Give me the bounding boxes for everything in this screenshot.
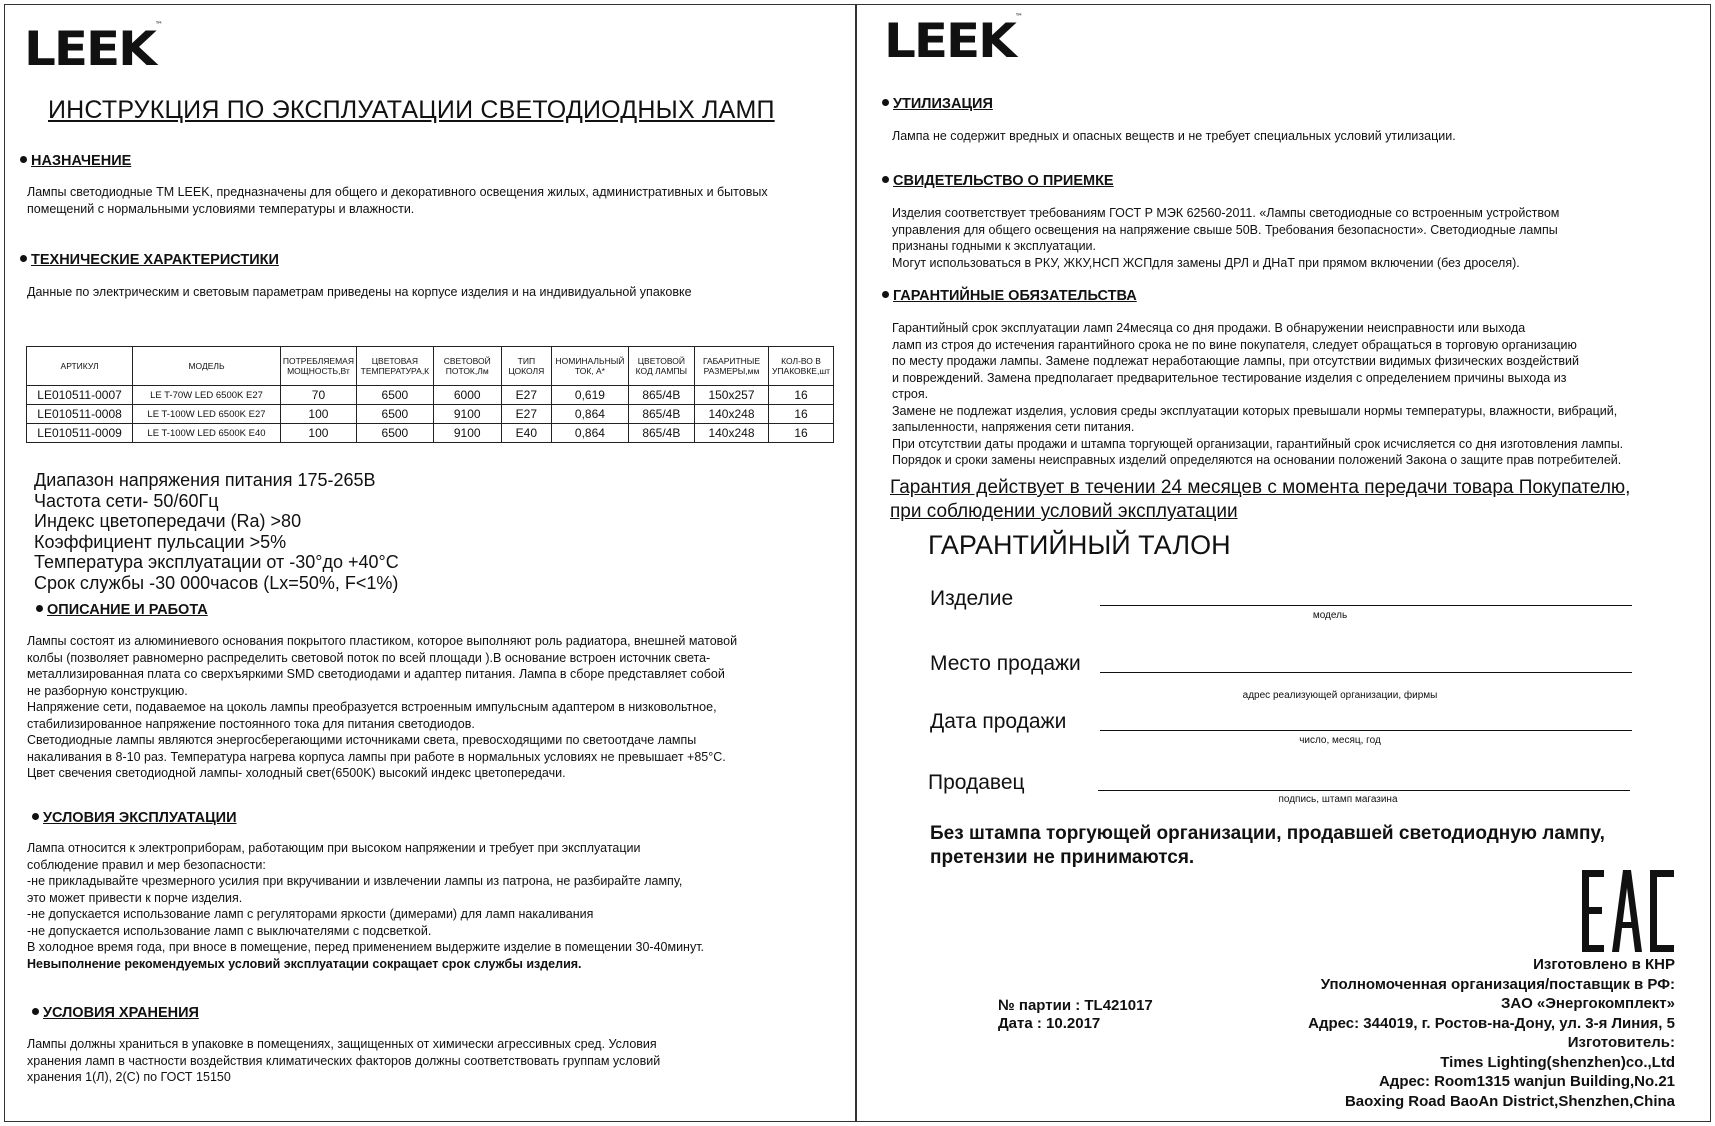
table-cell: 16	[769, 424, 834, 443]
page-title: ИНСТРУКЦИЯ ПО ЭКСПЛУАТАЦИИ СВЕТОДИОДНЫХ ЛАМП	[48, 96, 775, 124]
table-cell: 0,864	[552, 405, 629, 424]
storage-text: Лампы должны храниться в упаковке в помещениях, защищенных от химически агрессивных сред. Условия хранения ламп в частности воздействия климатических факторов должны соответствовать группам условий хранения 1(Л), 2(С) по ГОСТ 15150	[27, 1037, 661, 1084]
column-header: МОДЕЛЬ	[133, 347, 281, 386]
column-header: ЦВЕТОВОЙ КОД ЛАМПЫ	[628, 347, 694, 386]
field-hint: число, месяц, год	[1299, 735, 1381, 746]
section-heading-operation: УСЛОВИЯ ЭКСПЛУАТАЦИИ	[32, 810, 237, 826]
table-row	[27, 405, 834, 424]
coupon-title: ГАРАНТИЙНЫЙ ТАЛОН	[928, 530, 1231, 560]
bullet-icon	[36, 605, 43, 612]
brand-logo: LEEK™	[24, 20, 163, 77]
column-header: АРТИКУЛ	[27, 347, 133, 386]
field-hint: модель	[1312, 610, 1348, 621]
field-label-product: Изделие	[930, 587, 1014, 610]
table-cell: LE T-100W LED 6500K E40	[133, 424, 281, 443]
batch-number: № партии : TL421017	[998, 997, 1153, 1014]
table-cell: 0,864	[552, 424, 629, 443]
table-cell: 70	[280, 386, 356, 405]
bullet-icon	[20, 156, 27, 163]
table-header-row	[27, 347, 834, 386]
warranty-note: Гарантия действует в течении 24 месяцев с момента передачи товара Покупателю, при соблюдении условий эксплуатации	[890, 477, 1631, 522]
place-of-sale-field[interactable]	[1100, 672, 1632, 673]
bullet-icon	[882, 176, 889, 183]
table-cell: 16	[769, 386, 834, 405]
bullet-icon	[32, 813, 39, 820]
column-header: ПОТРЕБЛЯЕМАЯ МОЩНОСТЬ,Вт	[280, 347, 356, 386]
section-heading-specs: ТЕХНИЧЕСКИЕ ХАРАКТЕРИСТИКИ	[20, 252, 279, 268]
bullet-icon	[882, 291, 889, 298]
disposal-text: Лампа не содержит вредных и опасных веществ и не требует специальных условий утилизации.	[892, 129, 1456, 143]
section-heading-description: ОПИСАНИЕ И РАБОТА	[36, 602, 208, 618]
section-heading-disposal: УТИЛИЗАЦИЯ	[882, 96, 993, 112]
table-cell: 0,619	[552, 386, 629, 405]
column-header: НОМИНАЛЬНЫЙ ТОК, А*	[552, 347, 629, 386]
field-hint: подпись, штамп магазина	[1278, 794, 1398, 805]
table-cell: 100	[280, 424, 356, 443]
table-cell: 6500	[357, 424, 434, 443]
table-row	[27, 386, 834, 405]
column-header: КОЛ-ВО В УПАКОВКЕ,шт	[769, 347, 834, 386]
table-cell: LE010511-0007	[27, 386, 133, 405]
purpose-text: Лампы светодиодные ТМ LEEK, предназначены для общего и декоративного освещения жилых, административных и бытовых помещений с нормальными условиями температуры и влажности.	[27, 185, 768, 216]
table-cell: 6000	[433, 386, 501, 405]
table-cell: 865/4B	[628, 386, 694, 405]
field-label-place-of-sale: Место продажи	[930, 652, 1081, 675]
operation-text: Лампа относится к электроприборам, работающим при высоком напряжении и требует при эксплуатации соблюдение правил и мер безопасности: -не прикладывайте чрезмерного усилия при вкручивании и извлечении лампы из патрона, не разбирайте лампу, это может привести к порче изделия. -не допускается использование ламп с регуляторами яркости (димерами) для ламп накаливания -не допускается использование ламп с выключателями с подсветкой. В холодное время года, при вносе в помещение, перед применением выдержите изделие в помещении 30-40минут.	[27, 841, 705, 954]
table-cell: 100	[280, 405, 356, 424]
table-cell: 865/4B	[628, 405, 694, 424]
table-row	[27, 424, 834, 443]
batch-date: Дата : 10.2017	[998, 1015, 1101, 1032]
acceptance-text: Изделия соответствует требованиям ГОСТ Р МЭК 62560-2011. «Лампы светодиодные со встроенным устройством управления для общего освещения на напряжение свыше 50В. Требования безопасности». Светодиодные лампы признаны годными к эксплуатации. Могут использоваться в РКУ, ЖКУ,НСП ЖСПдля замены ДРЛ и ДНаТ при прямом включении (без дроселя).	[892, 206, 1560, 270]
key-parameters: Диапазон напряжения питания 175-265В Частота сети- 50/60Гц Индекс цветопередачи (Ra) >80 Коэффициент пульсации >5% Температура эксплуатации от -30°до +40°С Срок службы -30 000часов (Lx=50%, F<1%)	[34, 470, 399, 593]
column-header: ТИП ЦОКОЛЯ	[501, 347, 551, 386]
section-heading-acceptance: СВИДЕТЕЛЬСТВО О ПРИЕМКЕ	[882, 173, 1114, 189]
field-hint: адрес реализующей организации, фирмы	[1242, 690, 1438, 701]
table-cell: E27	[501, 386, 551, 405]
table-cell: LE010511-0008	[27, 405, 133, 424]
table-cell: LE T-70W LED 6500K E27	[133, 386, 281, 405]
warranty-text: Гарантийный срок эксплуатации ламп 24месяца со дня продажи. В обнаружении неисправности или выхода ламп из строя до истечения гарантийного срока не по вине покупателя, следует обращаться в торговую организацию по месту продажи лампы. Замене подлежат неработающие лампы, при отсутствии видимых физических воздействий и повреждений. Замена предполагает предварительное тестирование изделия с определением причины выхода из строя. Замене не подлежат изделия, условия среды эксплуатации которых превышали нормы температуры, влажности, вибраций, запыленности, напряжения сети питания. При отсутствии даты продажи и штампа торгующей организации, гарантийный срок исчисляется со дня изготовления лампы. Порядок и сроки замены неисправных изделий определяются на основании положений Закона о защите прав потребителей.	[892, 321, 1624, 467]
field-label-sale-date: Дата продажи	[930, 710, 1067, 733]
specs-text: Данные по электрическим и световым параметрам приведены на корпусе изделия и на индивидуальной упаковке	[27, 285, 692, 299]
section-heading-purpose: НАЗНАЧЕНИЕ	[20, 153, 131, 169]
table-cell: E27	[501, 405, 551, 424]
operation-warning: Невыполнение рекомендуемых условий эксплуатации сокращает срок службы изделия.	[27, 957, 582, 971]
table-cell: 9100	[433, 405, 501, 424]
table-cell: 140x248	[694, 405, 768, 424]
product-field[interactable]	[1100, 605, 1632, 606]
table-cell: 150x257	[694, 386, 768, 405]
specs-table	[26, 346, 834, 443]
field-label-seller: Продавец	[928, 771, 1025, 794]
table-cell: 16	[769, 405, 834, 424]
column-header: СВЕТОВОЙ ПОТОК,Лм	[433, 347, 501, 386]
section-heading-warranty: ГАРАНТИЙНЫЕ ОБЯЗАТЕЛЬСТВА	[882, 288, 1137, 304]
eac-certification-icon	[1582, 870, 1674, 952]
table-cell: LE010511-0009	[27, 424, 133, 443]
bullet-icon	[20, 255, 27, 262]
section-heading-storage: УСЛОВИЯ ХРАНЕНИЯ	[32, 1005, 199, 1021]
table-cell: 6500	[357, 405, 434, 424]
seller-field[interactable]	[1098, 790, 1630, 791]
stamp-note: Без штампа торгующей организации, продавшей светодиодную лампу, претензии не принимаются.	[930, 823, 1605, 868]
table-cell: 140x248	[694, 424, 768, 443]
brand-logo: LEEK™	[884, 12, 1023, 69]
bullet-icon	[882, 99, 889, 106]
sale-date-field[interactable]	[1100, 730, 1632, 731]
table-cell: 865/4B	[628, 424, 694, 443]
table-cell: 9100	[433, 424, 501, 443]
table-cell: LE T-100W LED 6500K E27	[133, 405, 281, 424]
table-cell: 6500	[357, 386, 434, 405]
batch-info	[998, 997, 1153, 1033]
table-cell: E40	[501, 424, 551, 443]
column-header: ГАБАРИТНЫЕ РАЗМЕРЫ,мм	[694, 347, 768, 386]
description-text: Лампы состоят из алюминиевого основания покрытого пластиком, которое выполняют роль радиатора, внешней матовой колбы (позволяет равномерно распределить световой поток по всей площади ).В основание встроен источник света- металлизированная плата со сверхъяркими SMD светодиодами и адаптер питания. Лампа в сборе представляет собой не разборную конструкцию. Напряжение сети, подаваемое на цоколь лампы преобразуется встроенным импульсным адаптером в низковольтное, стабилизированное напряжение постоянного тока для питания светодиодов. Светодиодные лампы являются энергосберегающими источниками света, превосходящими по светоотдаче лампы накаливания в 8-10 раз. Температура нагрева корпуса лампы при работе в нормальных условиях не превышает +85°С. Цвет свечения светодиодной лампы- холодный свет(6500K) высокий индекс цветопередачи.	[27, 634, 738, 780]
manufacturer-info: Изготовлено в КНР Уполномоченная организация/поставщик в РФ: ЗАО «Энергокомплект» Адрес: 344019, г. Ростов-на-Дону, ул. 3-я Линия, 5 Изготовитель: Times Lighting(shenzhen)co.,Ltd Адрес: Room1315 wanjun Building,No.21 Baoxing Road BaoAn District,Shenzhen,China	[1308, 956, 1675, 1110]
bullet-icon	[32, 1008, 39, 1015]
column-header: ЦВЕТОВАЯ ТЕМПЕРАТУРА,К	[357, 347, 434, 386]
